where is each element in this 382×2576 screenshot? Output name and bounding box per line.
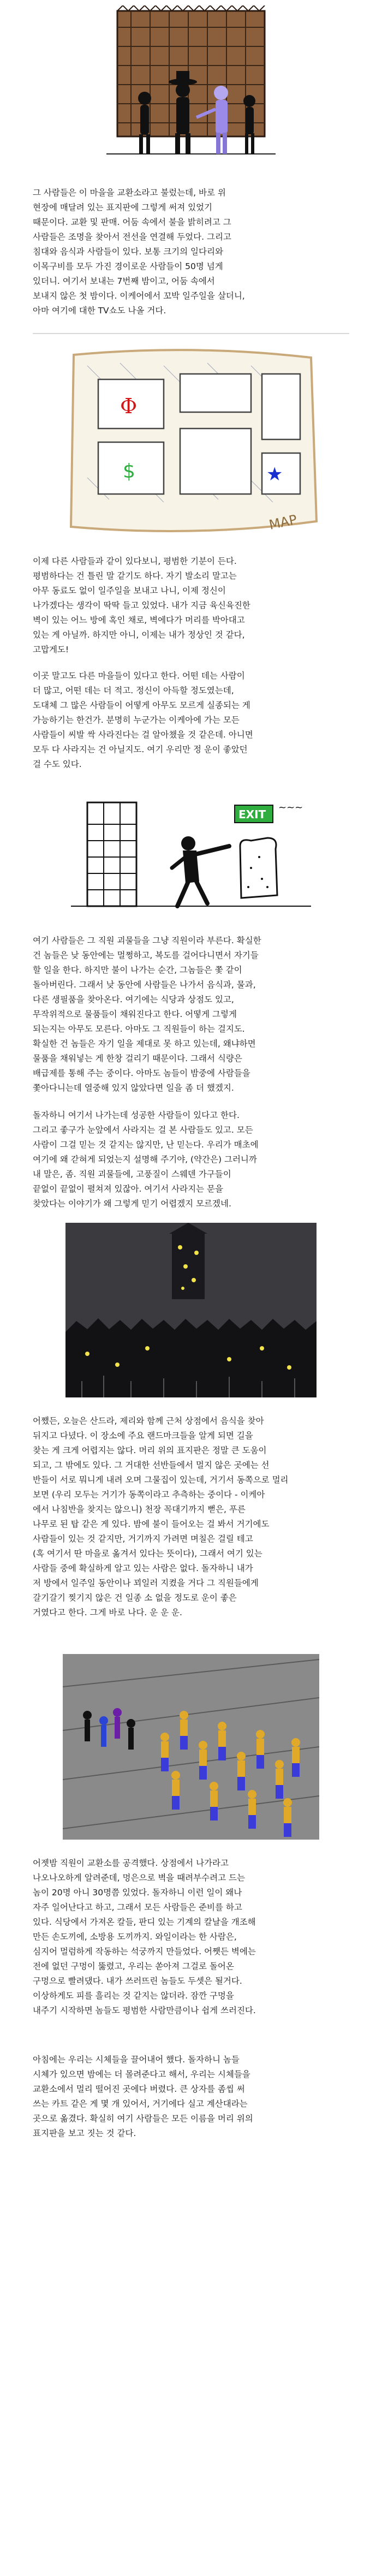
- panel-exit: [0, 786, 382, 917]
- night-horde-illustration: [65, 1223, 317, 1397]
- dollar-symbol: $: [123, 460, 135, 483]
- paragraph-5: 돌자하니 여기서 나가는데 성공한 사람들이 있다고 한다. 그리고 좋구가 눈앞에서 사라지는 걸 본 사람들도 있고. 모든 사람이 그걸 믿는 것 같지는 않지만, 난 믿는다. 우리가 매초에 여기에 왜 갇혀게 되었는지 설명해 주기야, (약간은) 그러니까 내 말은, 좀. 직원 괴물들에, 고풍질이 스웨덴 가구들이 끝없이 끝없이 펼쳐져 있잖아. 여기서 사라지는 문을 찾았다는 이야기가 왜 그렇게 믿기 어렵겠지 모르겠네.: [33, 1110, 259, 1209]
- sound-effect: ~~~: [278, 802, 303, 813]
- star-symbol: ★: [266, 463, 283, 485]
- crowd-attack-illustration: [63, 1654, 319, 1840]
- running-figure: [172, 836, 229, 906]
- panel-night-horde: [0, 1223, 382, 1397]
- tower: [169, 1223, 207, 1299]
- panel-map: [0, 341, 382, 546]
- phi-symbol: Φ: [120, 394, 138, 418]
- exit-illustration: [71, 786, 311, 917]
- paragraph-7: 어젯밤 직원이 교환소를 공격했다. 상점에서 나가라고 나오나오하게 알려준데, 멍은으로 벽을 때려부수려고 드는 놈이 20명 아니 30명쯤 있었다. 돌자하니 이런 일이 왜나 자주 일어난다고 하고, 그래서 모든 사람들은 준비를 하고 있다. 식당에서 가져온 칼들, 판디 있는 기계의 칼날을 개조해 만든 손도끼에, 소방용 도끼까지. 와일이라는 한 사람은, 심지어 멀럼하게 작동하는 석궁까지 만들었다. 어쨋든 벽에는 전에 없던 구멍이 뚫렸고, 우리는 쏟아져 그걸로 돌어온 구멍으로 빨려댔다. 내가 쓰러뜨린 놈들도 두셋은 될거다. 이상하게도 피를 흘리는 것 같지는 않더라. 잠깐 구멍을 내주기 시작하면 놈들도 평범한 사람만큼이나 쉽게 쓰러진다.: [33, 1858, 256, 2015]
- paragraph-2: 이제 다른 사람들과 같이 있다보니, 평범한 기분이 든다. 평범하다는 건 틀린 말 같기도 하다. 자기 발소리 말고는 아무 동료도 없이 일주일을 보내고 나니, 이제 정신이 나가겠다는 생각이 딱딱 들고 있었다. 내가 지금 육신육진한 벽이 있는 어느 방에 혹인 채로, 벽에다가 머리를 박아대고 있는 게 아닐까. 하지만 아니, 이제는 내가 정상인 것 같다, 고맙게도!: [33, 556, 250, 655]
- map-illustration: [55, 341, 327, 546]
- paragraph-3: 이곳 말고도 다른 마을들이 있다고 한다. 어떤 데는 사람이 더 많고, 어떤 데는 더 적고. 정신이 아득할 정도였는데, 도대체 그 많은 사람들이 어떻게 아무도 모르게 실종되는 게 가능하기는 한건가. 분명히 누군가는 이케아에 가는 모든 사람들이 씨발 싹 사라진다는 걸 알아챘을 것 같은데. 아니면 모두 다 사라지는 건 아닐지도. 여기 우리만 정 운이 좋았던 걸 수도 있다.: [33, 671, 253, 769]
- divider: [33, 333, 349, 334]
- paragraph-6: 어쨌든, 오늘은 산드라, 제리와 함께 근처 상점에서 음식을 찾아 뒤지고 다녔다. 이 장소에 주요 랜드마크들을 알게 되면 길을 찾는 게 크게 어렵지는 않다. 머리 위의 표지판은 정말 큰 도움이 되고, 그 밖에도 있다. 그 거대한 선반들에서 멀지 않은 곳에는 선 반들이 서로 뭐니게 내려 오며 그물집이 있는데, 거기서 동쪽으로 멀리 보면 (우리 모두는 거기가 동쪽이라고 추측하는 중이다 - 이케아 에서 나침반을 찾지는 않으니) 천장 꼭대기까지 뻗은, 푸른 나무로 된 탑 같은 게 있다. 밤에 불이 들어오는 걸 봐서 거기에도 사람들이 있는 것 같지만, 거기까지 가려면 며칠은 걸릴 테고 (혹 여기서 딴 마을로 옮겨서 있다는 뜻이다), 그래서 여기 있는 사람들 중에 확실하게 알고 있는 사람은 없다. 돌자하니 내가 저 방에서 일주일 동안이나 꾀일러 지켰을 거다 그 직원들에게 갈기갈기 찢기지 않은 건 일종 소 없을 정도로 운이 좋은 거였다고 한다. 그게 바로 나다. 운 운 운.: [33, 1416, 289, 1617]
- map-label: MAP: [267, 511, 299, 533]
- exit-sign: EXIT: [238, 808, 266, 821]
- paragraph-4: 여기 사람들은 그 직원 괴물들을 그냥 직원이라 부른다. 확실한 건 놈들은 낮 동안에는 멀쩡하고, 복도를 걸어다니면서 자기들 할 일을 한다. 하지만 불이 나가는 순간, 그놈들은 쫓 같이 돌아버린다. 그래서 낮 동안에 사람들은 나가서 음식과, 물과, 다른 생필품을 찾아온다. 여기에는 식당과 상점도 있고, 무작위적으로 물품들이 채워진다고 한다. 어떻게 그렇게 되는지는 아무도 모른다. 아마도 그 직원들이 하는 걸지도. 확실한 건 놈들은 자기 일을 제대로 못 하고 있는데, 왜냐하면 물품을 채워넣는 게 한창 걸리기 때문이다. 그래서 식량은 배급제를 통해 주는 중이다. 아마도 놈들이 밤중에 사람들을 쫓아다니는데 열중해 있지 않았다면 일을 좀 더 했겠지.: [33, 936, 261, 1093]
- paragraph-1: 그 사람들은 이 마을을 교환소라고 불렀는데, 바로 위 현장에 매달려 있는 표지판에 그렇게 써져 있었기 때문이다. 교환 및 판매. 어둠 속에서 불을 밝히려고 그 사람들은 조명을 찾아서 전선을 연결해 두었다. 그리고 침대와 음식과 사람들이 있다. 보통 크기의 일다리와 이목구비를 모두 가진 경이로운 사람들이 50명 넘게 있더니. 여기서 보내는 7번째 밤이고, 어둠 속에서 보내지 않은 첫 밤이다. 이케어에서 꼬박 일주일을 살더니, 아마 여기에 대한 TV쇼도 나올 거다.: [33, 188, 245, 316]
- fence-watchers-illustration: [106, 5, 276, 169]
- panel-fence-watchers: [0, 5, 382, 169]
- panel-crowd-attack: [0, 1654, 382, 1840]
- paragraph-8: 아침에는 우리는 시체들을 끌어내어 했다. 돌자하니 놈들 시체가 있으면 밤에는 더 몰려준다고 해서, 우리는 시체들을 교환소에서 멀리 떨어진 곳에다 버렸다. 큰 상자를 좀씹 써 쓰는 카트 같은 게 몇 개 있어서, 거기에다 실고 계산대라는 곳으로 옮겼다. 확실히 여기 사람들은 모든 이름을 머리 위의 표지판을 보고 짓는 것 같다.: [33, 2055, 253, 2138]
